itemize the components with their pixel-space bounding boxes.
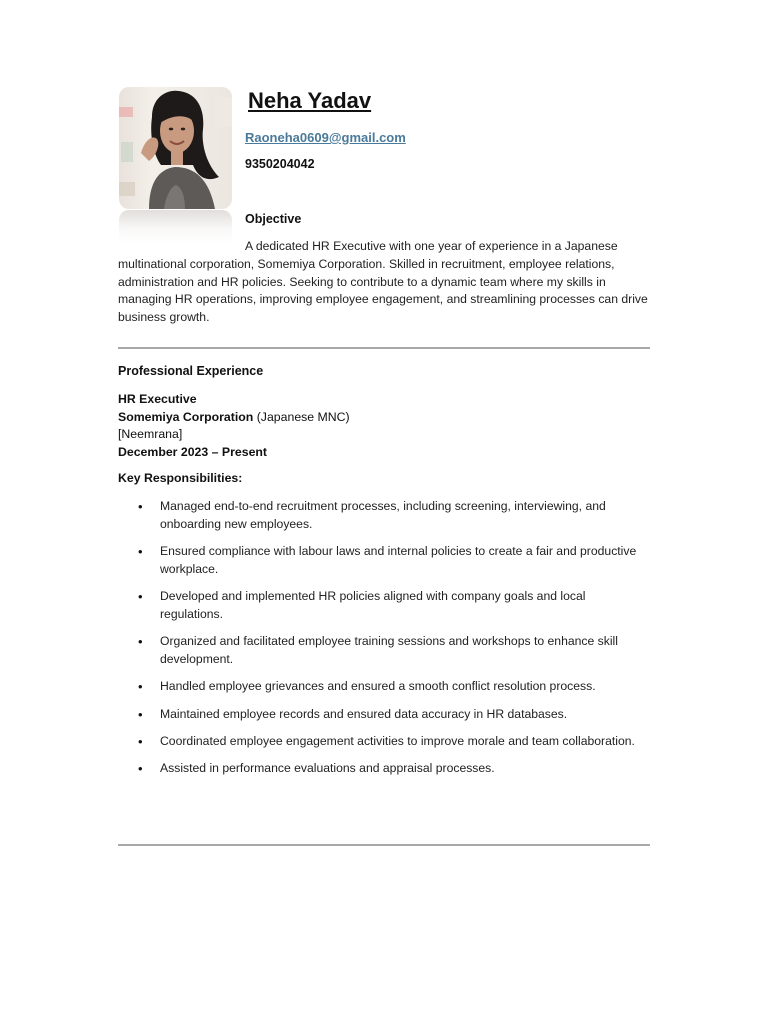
objective-text: A dedicated HR Executive with one year of experience in a Japanese multinational corporation, Somemiya Corporation. Skilled in recruitment, employee relations, administration and HR policies. Seeking to contribute to a dynamic team where my skills in managing HR operations, improving employee engagement, and streamlining processes can drive business growth. bbox=[118, 239, 648, 325]
list-item: • Ensured compliance with labour laws and internal policies to create a fair and productive workplace. bbox=[118, 543, 638, 579]
list-item: • Organized and facilitated employee training sessions and workshops to enhance skill development. bbox=[118, 633, 638, 669]
list-item: • Assisted in performance evaluations and appraisal processes. bbox=[118, 760, 638, 778]
email-link[interactable]: Raoneha0609@gmail.com bbox=[245, 130, 406, 145]
list-item: • Handled employee grievances and ensured a smooth conflict resolution process. bbox=[118, 678, 638, 696]
list-item: • Maintained employee records and ensured data accuracy in HR databases. bbox=[118, 706, 638, 724]
phone-number: 9350204042 bbox=[245, 157, 315, 171]
objective-heading: Objective bbox=[245, 212, 302, 226]
responsibilities-list bbox=[118, 498, 638, 788]
candidate-name: Neha Yadav bbox=[248, 88, 372, 113]
profile-photo bbox=[119, 87, 232, 209]
list-item: • Managed end-to-end recruitment processes, including screening, interviewing, and onboarding new employees. bbox=[118, 498, 638, 534]
job-location: [Neemrana] bbox=[118, 427, 183, 441]
list-item: • Coordinated employee engagement activities to improve morale and team collaboration. bbox=[118, 733, 638, 751]
section-divider bbox=[118, 844, 650, 846]
job-dates: December 2023 – Present bbox=[118, 444, 268, 459]
section-divider bbox=[118, 347, 650, 349]
job-title: HR Executive bbox=[118, 392, 197, 406]
person-illustration-icon bbox=[119, 87, 232, 209]
responsibilities-heading: Key Responsibilities: bbox=[118, 471, 243, 485]
list-item: • Developed and implemented HR policies aligned with company goals and local regulations. bbox=[118, 588, 638, 624]
company-note: (Japanese MNC) bbox=[253, 409, 350, 424]
company-name: Somemiya Corporation bbox=[118, 409, 254, 424]
job-details bbox=[118, 391, 350, 461]
experience-heading: Professional Experience bbox=[118, 364, 264, 378]
